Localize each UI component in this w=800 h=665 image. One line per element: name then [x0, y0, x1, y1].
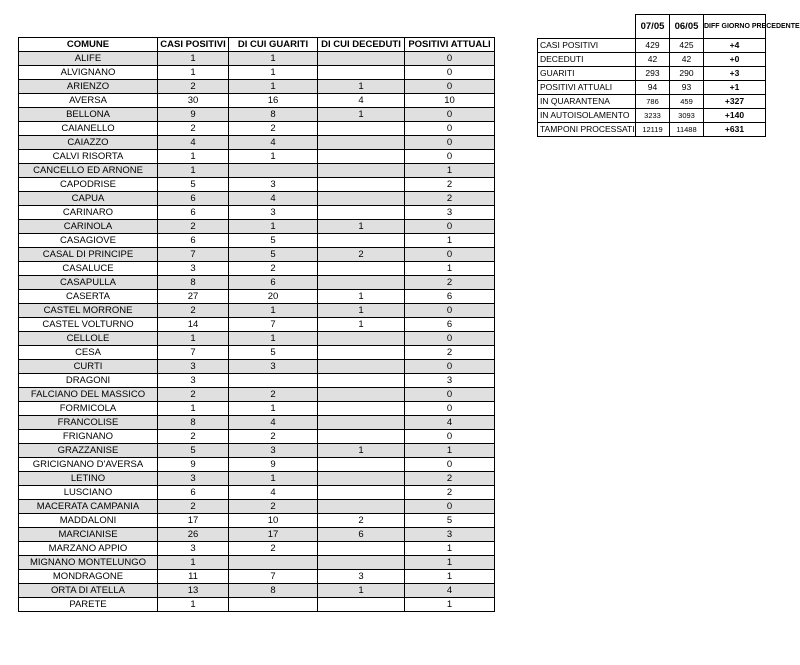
- table-row: [19, 458, 495, 472]
- table-cell: 4: [229, 416, 318, 430]
- table-cell: 7: [229, 570, 318, 584]
- table-cell: 6: [405, 318, 495, 332]
- table-cell: [318, 52, 405, 66]
- comune-name: CASERTA: [19, 290, 158, 304]
- comune-name: CARINOLA: [19, 220, 158, 234]
- table-cell: 6: [318, 528, 405, 542]
- summary-table-header: [538, 15, 766, 39]
- comune-name: CASAGIOVE: [19, 234, 158, 248]
- comune-name: ORTA DI ATELLA: [19, 584, 158, 598]
- table-row: [19, 514, 495, 528]
- table-cell: 4: [158, 136, 229, 150]
- table-row: [19, 318, 495, 332]
- table-cell: 0: [405, 80, 495, 94]
- comune-name: PARETE: [19, 598, 158, 612]
- table-cell: [318, 192, 405, 206]
- table-cell: 2: [405, 178, 495, 192]
- comune-name: CAPODRISE: [19, 178, 158, 192]
- table-cell: 1: [229, 332, 318, 346]
- summary-label: POSITIVI ATTUALI: [538, 81, 636, 95]
- table-cell: 3: [158, 542, 229, 556]
- summary-label: DECEDUTI: [538, 53, 636, 67]
- comune-name: FRANCOLISE: [19, 416, 158, 430]
- comune-name: FRIGNANO: [19, 430, 158, 444]
- table-cell: 2: [405, 346, 495, 360]
- table-row: [19, 178, 495, 192]
- table-cell: 0: [405, 402, 495, 416]
- summary-label: CASI POSITIVI: [538, 39, 636, 53]
- table-row: [19, 304, 495, 318]
- table-cell: [318, 178, 405, 192]
- table-cell: 1: [229, 150, 318, 164]
- table-cell: 0: [405, 332, 495, 346]
- table-cell: 5: [229, 234, 318, 248]
- table-cell: 2: [318, 514, 405, 528]
- table-cell: 2: [158, 500, 229, 514]
- table-cell: [318, 164, 405, 178]
- table-cell: 2: [158, 122, 229, 136]
- table-cell: 0: [405, 108, 495, 122]
- table-row: [19, 136, 495, 150]
- table-cell: 9: [158, 458, 229, 472]
- comune-name: DRAGONI: [19, 374, 158, 388]
- table-cell: 0: [405, 388, 495, 402]
- table-row: [19, 598, 495, 612]
- table-cell: 10: [229, 514, 318, 528]
- table-cell: 1: [229, 402, 318, 416]
- summary-label: IN AUTOISOLAMENTO: [538, 109, 636, 123]
- summary-row: [538, 123, 766, 137]
- table-cell: 1: [158, 52, 229, 66]
- comune-name: GRICIGNANO D'AVERSA: [19, 458, 158, 472]
- comune-name: FORMICOLA: [19, 402, 158, 416]
- table-cell: 1: [318, 108, 405, 122]
- table-cell: 1: [158, 66, 229, 80]
- table-cell: 1: [405, 444, 495, 458]
- comune-name: FALCIANO DEL MASSICO: [19, 388, 158, 402]
- comune-name: CESA: [19, 346, 158, 360]
- table-cell: [229, 164, 318, 178]
- table-cell: 6: [158, 486, 229, 500]
- table-row: [19, 290, 495, 304]
- table-row: [19, 276, 495, 290]
- table-cell: 20: [229, 290, 318, 304]
- table-cell: 2: [229, 262, 318, 276]
- comune-name: CASTEL MORRONE: [19, 304, 158, 318]
- table-cell: [318, 332, 405, 346]
- summary-value: 786: [636, 95, 670, 109]
- comuni-table: [18, 37, 495, 612]
- table-row: [19, 206, 495, 220]
- table-cell: 1: [158, 402, 229, 416]
- table-cell: 6: [229, 276, 318, 290]
- table-cell: 2: [158, 220, 229, 234]
- comune-name: CAIAZZO: [19, 136, 158, 150]
- table-cell: 1: [229, 220, 318, 234]
- table-cell: 6: [158, 192, 229, 206]
- table-cell: 7: [158, 248, 229, 262]
- header-cell: DI CUI GUARITI: [229, 38, 318, 52]
- summary-value: 3093: [670, 109, 704, 123]
- table-cell: 6: [405, 290, 495, 304]
- table-cell: 0: [405, 248, 495, 262]
- table-cell: 3: [405, 374, 495, 388]
- comune-name: MARCIANISE: [19, 528, 158, 542]
- table-row: [19, 52, 495, 66]
- header-cell: POSITIVI ATTUALI: [405, 38, 495, 52]
- table-cell: [229, 598, 318, 612]
- table-cell: 1: [158, 150, 229, 164]
- table-cell: 4: [229, 136, 318, 150]
- summary-row: [538, 39, 766, 53]
- table-cell: [318, 136, 405, 150]
- table-cell: 1: [318, 290, 405, 304]
- comune-name: CAPUA: [19, 192, 158, 206]
- table-cell: 1: [318, 318, 405, 332]
- table-row: [19, 360, 495, 374]
- table-cell: [318, 150, 405, 164]
- table-row: [19, 402, 495, 416]
- table-cell: 3: [318, 570, 405, 584]
- table-cell: [318, 374, 405, 388]
- table-cell: 2: [229, 122, 318, 136]
- table-cell: 2: [158, 80, 229, 94]
- table-cell: 1: [318, 80, 405, 94]
- table-cell: 0: [405, 122, 495, 136]
- table-cell: 1: [158, 164, 229, 178]
- summary-value: 94: [636, 81, 670, 95]
- summary-value: 42: [670, 53, 704, 67]
- table-row: [19, 416, 495, 430]
- table-cell: 0: [405, 136, 495, 150]
- table-cell: 1: [318, 444, 405, 458]
- table-cell: [318, 276, 405, 290]
- table-cell: 9: [158, 108, 229, 122]
- summary-value: 42: [636, 53, 670, 67]
- table-row: [19, 262, 495, 276]
- comune-name: CASAL DI PRINCIPE: [19, 248, 158, 262]
- header-cell: COMUNE: [19, 38, 158, 52]
- comune-name: LUSCIANO: [19, 486, 158, 500]
- table-cell: 1: [405, 556, 495, 570]
- table-cell: 5: [229, 346, 318, 360]
- table-cell: 13: [158, 584, 229, 598]
- comune-name: ALIFE: [19, 52, 158, 66]
- comune-name: ALVIGNANO: [19, 66, 158, 80]
- summary-label: TAMPONI PROCESSATI: [538, 123, 636, 137]
- table-row: [19, 248, 495, 262]
- table-cell: 0: [405, 220, 495, 234]
- table-cell: 6: [158, 234, 229, 248]
- table-cell: 17: [158, 514, 229, 528]
- summary-header-cell: DIFF GIORNO PRECEDENTE: [704, 15, 766, 39]
- table-cell: 1: [229, 472, 318, 486]
- table-row: [19, 472, 495, 486]
- table-row: [19, 374, 495, 388]
- table-cell: 26: [158, 528, 229, 542]
- table-cell: 2: [229, 430, 318, 444]
- table-cell: 2: [158, 388, 229, 402]
- comune-name: CANCELLO ED ARNONE: [19, 164, 158, 178]
- summary-value: 3233: [636, 109, 670, 123]
- table-cell: 7: [229, 318, 318, 332]
- table-cell: 1: [158, 556, 229, 570]
- summary-diff: +631: [704, 123, 766, 137]
- table-cell: 0: [405, 500, 495, 514]
- comune-name: CASALUCE: [19, 262, 158, 276]
- table-cell: 5: [158, 178, 229, 192]
- summary-table: [537, 14, 800, 137]
- table-row: [19, 486, 495, 500]
- table-row: [19, 332, 495, 346]
- table-cell: 0: [405, 430, 495, 444]
- comune-name: CURTI: [19, 360, 158, 374]
- table-cell: 1: [405, 234, 495, 248]
- table-cell: [318, 388, 405, 402]
- table-cell: [318, 402, 405, 416]
- summary-diff: +1: [704, 81, 766, 95]
- table-cell: 3: [229, 178, 318, 192]
- table-cell: [229, 556, 318, 570]
- table-cell: 1: [405, 262, 495, 276]
- comune-name: MONDRAGONE: [19, 570, 158, 584]
- summary-row: [538, 53, 766, 67]
- table-row: [19, 108, 495, 122]
- comune-name: GRAZZANISE: [19, 444, 158, 458]
- summary-diff: +0: [704, 53, 766, 67]
- table-row: [19, 556, 495, 570]
- table-cell: 3: [229, 444, 318, 458]
- table-cell: 8: [158, 276, 229, 290]
- table-cell: 3: [158, 472, 229, 486]
- table-cell: 1: [405, 542, 495, 556]
- summary-value: 429: [636, 39, 670, 53]
- table-cell: 0: [405, 66, 495, 80]
- comune-name: CAIANELLO: [19, 122, 158, 136]
- table-cell: [318, 346, 405, 360]
- table-cell: [318, 458, 405, 472]
- table-cell: 27: [158, 290, 229, 304]
- table-cell: 1: [229, 52, 318, 66]
- table-cell: 3: [405, 206, 495, 220]
- table-cell: [318, 360, 405, 374]
- table-cell: 14: [158, 318, 229, 332]
- summary-header-cell: 06/05: [670, 15, 704, 39]
- comune-name: CASTEL VOLTURNO: [19, 318, 158, 332]
- summary-diff: +140: [704, 109, 766, 123]
- table-cell: 1: [318, 584, 405, 598]
- table-cell: 17: [229, 528, 318, 542]
- table-cell: 5: [158, 444, 229, 458]
- summary-corner: [538, 15, 636, 39]
- comune-name: MARZANO APPIO: [19, 542, 158, 556]
- table-cell: 8: [229, 108, 318, 122]
- table-cell: [318, 556, 405, 570]
- table-cell: 3: [158, 262, 229, 276]
- header-cell: CASI POSITIVI: [158, 38, 229, 52]
- summary-value: 293: [636, 67, 670, 81]
- table-cell: 2: [405, 472, 495, 486]
- table-cell: 1: [158, 598, 229, 612]
- table-cell: 1: [405, 598, 495, 612]
- table-cell: 1: [158, 332, 229, 346]
- table-cell: 16: [229, 94, 318, 108]
- table-row: [19, 430, 495, 444]
- comune-name: BELLONA: [19, 108, 158, 122]
- table-row: [19, 388, 495, 402]
- table-cell: 0: [405, 52, 495, 66]
- comuni-table-header: [19, 38, 495, 52]
- table-cell: 4: [229, 486, 318, 500]
- table-cell: 11: [158, 570, 229, 584]
- table-cell: 5: [405, 514, 495, 528]
- table-row: [19, 164, 495, 178]
- table-cell: 4: [405, 416, 495, 430]
- table-cell: [318, 542, 405, 556]
- table-cell: [318, 234, 405, 248]
- table-cell: 0: [405, 150, 495, 164]
- table-row: [19, 528, 495, 542]
- table-cell: 30: [158, 94, 229, 108]
- table-row: [19, 94, 495, 108]
- summary-label: IN QUARANTENA: [538, 95, 636, 109]
- summary-diff: +4: [704, 39, 766, 53]
- table-cell: [318, 598, 405, 612]
- table-cell: 1: [229, 80, 318, 94]
- summary-label: GUARITI: [538, 67, 636, 81]
- table-row: [19, 192, 495, 206]
- table-row: [19, 570, 495, 584]
- table-cell: 2: [405, 276, 495, 290]
- table-cell: 3: [229, 360, 318, 374]
- table-row: [19, 234, 495, 248]
- table-cell: [229, 374, 318, 388]
- comune-name: AVERSA: [19, 94, 158, 108]
- table-cell: [318, 472, 405, 486]
- header-cell: DI CUI DECEDUTI: [318, 38, 405, 52]
- comune-name: LETINO: [19, 472, 158, 486]
- table-cell: [318, 430, 405, 444]
- summary-value: 12119: [636, 123, 670, 137]
- table-row: [19, 220, 495, 234]
- table-cell: [318, 262, 405, 276]
- table-cell: 1: [229, 304, 318, 318]
- table-row: [19, 542, 495, 556]
- table-cell: 2: [229, 388, 318, 402]
- table-cell: 7: [158, 346, 229, 360]
- summary-value: 459: [670, 95, 704, 109]
- table-cell: [318, 486, 405, 500]
- table-cell: 8: [229, 584, 318, 598]
- table-cell: 4: [229, 192, 318, 206]
- table-cell: [318, 206, 405, 220]
- table-cell: 2: [405, 192, 495, 206]
- summary-value: 425: [670, 39, 704, 53]
- table-row: [19, 150, 495, 164]
- table-cell: 2: [158, 304, 229, 318]
- table-cell: 6: [158, 206, 229, 220]
- table-cell: 0: [405, 360, 495, 374]
- table-cell: 3: [405, 528, 495, 542]
- comune-name: CALVI RISORTA: [19, 150, 158, 164]
- summary-row: [538, 95, 766, 109]
- table-cell: 0: [405, 304, 495, 318]
- table-cell: 0: [405, 458, 495, 472]
- table-cell: [318, 122, 405, 136]
- table-cell: 3: [158, 360, 229, 374]
- table-cell: 3: [158, 374, 229, 388]
- table-cell: 1: [318, 304, 405, 318]
- table-row: [19, 122, 495, 136]
- summary-row: [538, 67, 766, 81]
- summary-value: 290: [670, 67, 704, 81]
- table-cell: 4: [318, 94, 405, 108]
- table-cell: 9: [229, 458, 318, 472]
- summary-header-cell: 07/05: [636, 15, 670, 39]
- comune-name: MIGNANO MONTELUNGO: [19, 556, 158, 570]
- comune-name: MACERATA CAMPANIA: [19, 500, 158, 514]
- summary-row: [538, 109, 766, 123]
- table-cell: 1: [318, 220, 405, 234]
- table-cell: 1: [405, 164, 495, 178]
- table-cell: 8: [158, 416, 229, 430]
- table-cell: [318, 416, 405, 430]
- table-cell: [318, 500, 405, 514]
- comune-name: CARINARO: [19, 206, 158, 220]
- table-cell: 1: [405, 570, 495, 584]
- summary-diff: +3: [704, 67, 766, 81]
- table-cell: 5: [229, 248, 318, 262]
- table-row: [19, 444, 495, 458]
- summary-diff: +327: [704, 95, 766, 109]
- table-cell: 3: [229, 206, 318, 220]
- table-row: [19, 500, 495, 514]
- comune-name: CASAPULLA: [19, 276, 158, 290]
- comune-name: CELLOLE: [19, 332, 158, 346]
- table-cell: 2: [405, 486, 495, 500]
- table-cell: 2: [229, 500, 318, 514]
- summary-value: 11488: [670, 123, 704, 137]
- table-cell: 2: [229, 542, 318, 556]
- table-cell: 10: [405, 94, 495, 108]
- table-row: [19, 80, 495, 94]
- table-row: [19, 66, 495, 80]
- table-cell: 1: [229, 66, 318, 80]
- summary-value: 93: [670, 81, 704, 95]
- table-cell: 2: [318, 248, 405, 262]
- table-cell: [318, 66, 405, 80]
- comune-name: ARIENZO: [19, 80, 158, 94]
- table-row: [19, 584, 495, 598]
- summary-row: [538, 81, 766, 95]
- table-cell: 4: [405, 584, 495, 598]
- table-cell: 2: [158, 430, 229, 444]
- table-row: [19, 346, 495, 360]
- comune-name: MADDALONI: [19, 514, 158, 528]
